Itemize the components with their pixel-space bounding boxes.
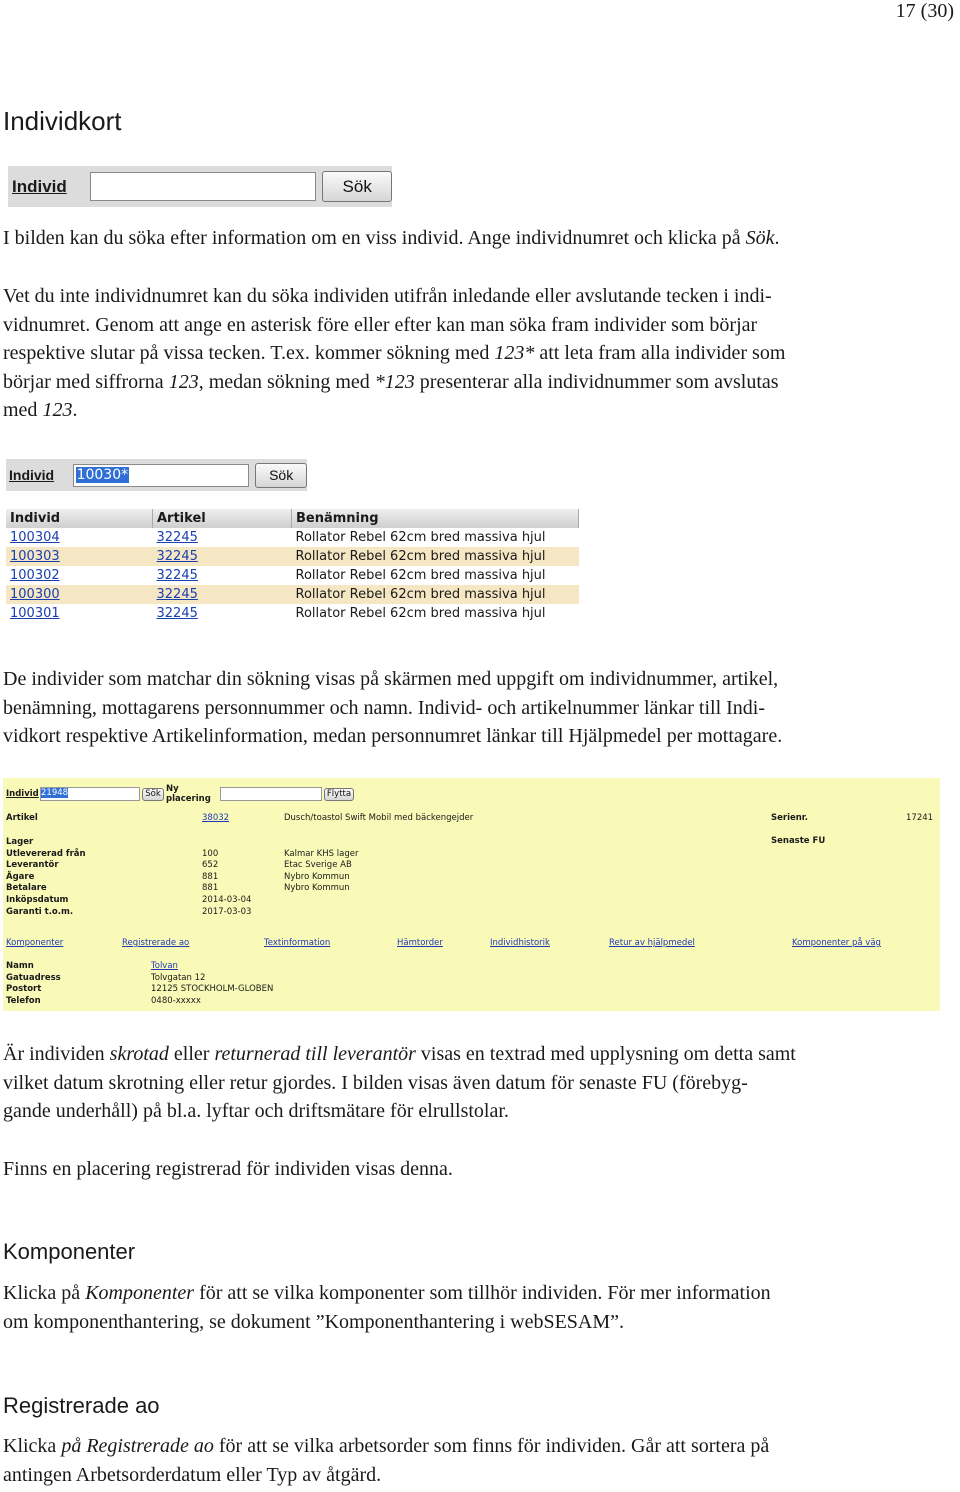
recipient-label: Telefon (6, 995, 41, 1006)
individual-card-screenshot (3, 778, 940, 1011)
field-label: Inköpsdatum (6, 894, 69, 905)
page-title: Individkort (3, 106, 122, 136)
emphasis: skrotad (109, 1043, 169, 1065)
text: respektive slutar på vissa tecken. T.ex. kommer sökning med (3, 342, 495, 364)
search-button[interactable]: Sök (142, 788, 164, 801)
emphasis: 123 (42, 399, 73, 421)
individ-link[interactable]: 100300 (10, 587, 60, 602)
link-komponenter[interactable]: Komponenter (6, 938, 64, 948)
benamning-cell: Rollator Rebel 62cm bred massiva hjul (295, 549, 546, 564)
column-header-artikel[interactable]: Artikel (153, 509, 292, 528)
serienr-value: 17241 (906, 813, 934, 823)
results-table (6, 509, 579, 623)
individ-link[interactable]: 100303 (10, 549, 60, 564)
artikel-cell (153, 566, 292, 585)
field-row (6, 907, 406, 919)
benamning-cell: Rollator Rebel 62cm bred massiva hjul (295, 587, 546, 602)
card-field-list (6, 837, 406, 918)
artikel-link[interactable]: 32245 (156, 587, 198, 602)
field-value: 2017-03-03 (202, 906, 252, 917)
field-label: Garanti t.o.m. (6, 906, 74, 917)
individ-search-input[interactable] (73, 464, 250, 487)
paragraph-results (3, 665, 958, 751)
text: . (774, 227, 780, 249)
senaste-fu-label: Senaste FU (771, 836, 826, 846)
field-value: 881 (202, 883, 219, 894)
individ-search-input[interactable] (90, 172, 317, 201)
table-row (6, 547, 579, 566)
text: för att se vilka komponenter som tillhör individen. För mer information (194, 1282, 771, 1304)
field-row (6, 895, 406, 907)
text: . (72, 399, 78, 421)
search-button[interactable]: Sök (322, 171, 392, 202)
individ-label: Individ (6, 789, 39, 799)
search-bar-screenshot (8, 166, 392, 207)
text-line: benämning, mottagarens personnummer och namn. Individ- och artikelnummer länkar till Indi- (3, 696, 766, 719)
field-name: Etac Sverige AB (284, 860, 352, 871)
text-line (3, 339, 958, 368)
text: börjar med siffrorna (3, 370, 169, 393)
text: att leta fram alla individer som (534, 342, 786, 364)
text: för att se vilka arbetsorder som finns för individen. Går att sortera på (213, 1435, 770, 1457)
table-row (6, 566, 579, 585)
field-value (202, 837, 284, 849)
recipient-label: Gatuadress (6, 972, 61, 983)
field-value: 2014-03-04 (202, 894, 252, 905)
artikel-link[interactable]: 38032 (202, 813, 230, 823)
text: med (3, 399, 43, 421)
field-label: Leverantör (6, 860, 59, 871)
emphasis: Komponenter (85, 1282, 195, 1304)
search-button[interactable]: Sök (255, 463, 307, 488)
emphasis: Sök (745, 227, 775, 249)
individ-label: Individ (12, 176, 67, 196)
field-name: Nybro Kommun (284, 883, 350, 894)
text-line (3, 1040, 958, 1069)
text-line: De individer som matchar din sökning visas på skärmen med uppgift om individnummer, artikel, (3, 668, 779, 690)
individ-cell (6, 547, 153, 566)
text-line: gande underhåll) på bl.a. lyftar och driftsmätare för elrullstolar. (3, 1100, 509, 1122)
link-komponenter-pa-vag[interactable]: Komponenter på väg (792, 938, 881, 948)
emphasis: 123 (168, 370, 199, 393)
recipient-value: Tolvgatan 12 (151, 972, 206, 983)
card-search-row (3, 786, 940, 802)
recipient-row (6, 996, 406, 1008)
benamning-cell: Rollator Rebel 62cm bred massiva hjul (295, 606, 546, 621)
page-number: 17 (30) (895, 0, 954, 22)
placering-input[interactable] (220, 787, 322, 801)
field-value: 100 (202, 848, 219, 859)
artikel-name: Dusch/toastol Swift Mobil med bäckengejder (284, 813, 474, 823)
paragraph-komponenter (3, 1279, 958, 1336)
text-line (3, 1279, 958, 1308)
field-label: Ägare (6, 871, 35, 882)
artikel-link[interactable]: 32245 (156, 549, 198, 564)
artikel-link[interactable]: 32245 (156, 606, 198, 621)
paragraph-scrapped (3, 1040, 958, 1126)
text: eller (168, 1043, 215, 1065)
artikel-cell (153, 528, 292, 547)
emphasis: *123 (374, 370, 415, 393)
text: Klicka (3, 1435, 62, 1457)
individ-cell (6, 585, 153, 604)
card-link-row (3, 938, 940, 950)
text-line: vilket datum skrotning eller retur gjordes. I bilden visas även datum för senaste FU (förebyg- (3, 1071, 748, 1094)
heading-registrerade-ao: Registrerade ao (3, 1393, 160, 1418)
text-line: Vet du inte individnumret kan du söka individen utifrån inledande eller avslutande tecken i indi- (3, 285, 772, 307)
artikel-cell (153, 604, 292, 623)
recipient-value: 12125 STOCKHOLM-GLOBEN (151, 984, 274, 995)
individ-link[interactable]: 100304 (10, 530, 60, 545)
table-header-row (6, 509, 579, 528)
emphasis: returnerad till leverantör (214, 1043, 416, 1065)
recipient-row (6, 984, 406, 996)
column-header-individ[interactable]: Individ (6, 509, 153, 528)
recipient-label: Postort (6, 984, 42, 995)
text-line: antingen Arbetsorderdatum eller Typ av åtgärd. (3, 1463, 382, 1486)
search-bar-screenshot-2 (6, 459, 307, 491)
field-name: Nybro Kommun (284, 871, 350, 882)
field-row (6, 883, 406, 895)
text: Klicka på (3, 1282, 86, 1304)
recipient-row (6, 973, 406, 985)
selected-text: 10030* (76, 466, 129, 483)
artikel-link[interactable]: 32245 (156, 530, 198, 545)
paragraph-placement: Finns en placering registrerad för individen visas denna. (3, 1158, 453, 1180)
text-line (3, 1432, 958, 1461)
table-row (6, 528, 579, 547)
link-retur-av-hjalpmedel[interactable]: Retur av hjälpmedel (609, 938, 695, 948)
text-line: om komponenthantering, se dokument ”Komponenthantering i webSESAM”. (3, 1310, 625, 1333)
text-line (3, 396, 958, 425)
serienr-label: Serienr. (771, 813, 809, 823)
field-label: Betalare (6, 883, 47, 894)
artikel-label: Artikel (6, 813, 38, 823)
column-header-benamning[interactable]: Benämning (292, 509, 579, 528)
artikel-cell (153, 585, 292, 604)
card-recipient (6, 961, 406, 1007)
emphasis: på Registrerade ao (61, 1435, 214, 1457)
individ-label: Individ (9, 467, 55, 483)
text: Är individen (3, 1043, 110, 1065)
recipient-value: 0480-xxxxx (151, 995, 201, 1006)
individ-cell (6, 566, 153, 585)
text-line: vidnumret. Genom att ange en asterisk före eller efter kan man söka fram individer som börjar (3, 313, 758, 336)
text-line: vidkort respektive Artikelinformation, medan personnumret länkar till Hjälpmedel per mottagare. (3, 725, 783, 747)
recipient-label: Namn (6, 961, 34, 971)
link-textinformation[interactable]: Textinformation (264, 938, 331, 948)
text: I bilden kan du söka efter information om en viss individ. Ange individnumret och klicka på (3, 227, 746, 249)
field-label: Lager (6, 837, 34, 847)
recipient-name-link[interactable]: Tolvan (151, 961, 178, 971)
link-hamtorder[interactable]: Hämtorder (397, 938, 443, 948)
field-row (6, 837, 406, 849)
artikel-cell (153, 547, 292, 566)
individ-input[interactable] (40, 787, 140, 801)
field-name: Kalmar KHS lager (284, 848, 359, 859)
paragraph-registrerade-ao (3, 1432, 958, 1489)
paragraph-wildcard (3, 282, 958, 425)
individ-cell (6, 604, 153, 623)
table-row (6, 585, 579, 604)
table-row (6, 604, 579, 623)
individ-link[interactable]: 100301 (10, 606, 60, 621)
recipient-row (6, 961, 406, 973)
text: presenterar alla individnummer som avslutas (414, 370, 779, 393)
heading-komponenter: Komponenter (3, 1239, 136, 1264)
field-row (6, 860, 406, 872)
text-line (3, 368, 958, 397)
artikel-link[interactable]: 32245 (156, 568, 198, 583)
emphasis: 123* (494, 342, 535, 364)
field-row (6, 849, 406, 861)
benamning-cell: Rollator Rebel 62cm bred massiva hjul (295, 568, 546, 583)
individ-link[interactable]: 100302 (10, 568, 60, 583)
field-value: 881 (202, 871, 219, 882)
field-value: 652 (202, 860, 219, 871)
link-individhistorik[interactable]: Individhistorik (490, 938, 550, 948)
placering-label: Ny placering (166, 784, 211, 804)
benamning-cell: Rollator Rebel 62cm bred massiva hjul (295, 530, 546, 545)
individ-cell (6, 528, 153, 547)
text: , medan sökning med (198, 370, 375, 393)
flytta-button[interactable]: Flytta (324, 788, 354, 801)
selected-text: 21948 (41, 788, 69, 798)
field-row (6, 872, 406, 884)
text: visas en textrad med upplysning om detta samt (415, 1043, 796, 1065)
paragraph-intro (3, 224, 958, 253)
field-label: Utlevererad från (6, 848, 86, 859)
link-registrerade-ao[interactable]: Registrerade ao (122, 938, 190, 948)
